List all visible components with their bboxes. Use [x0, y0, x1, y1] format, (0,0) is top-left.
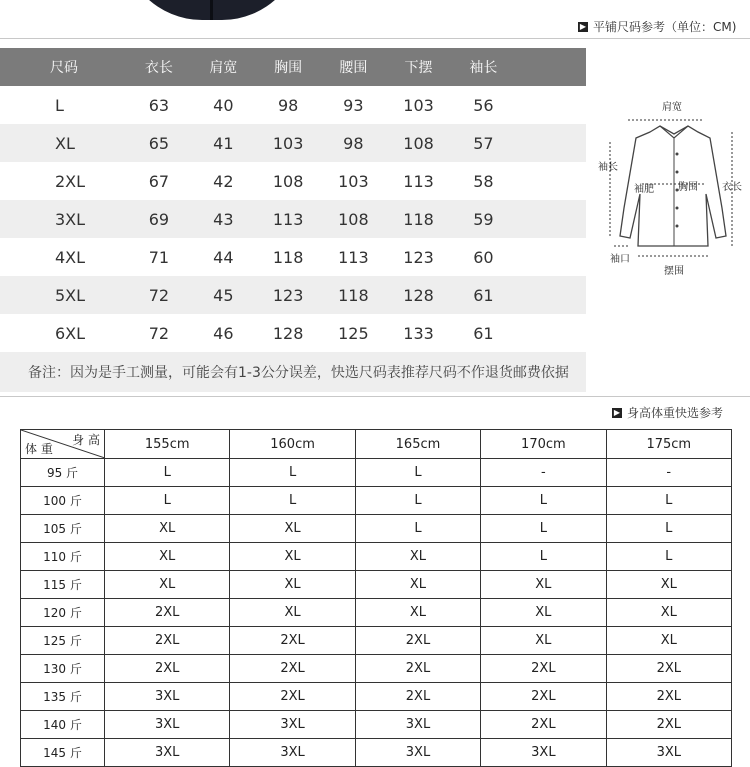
size-label-cell: XL	[0, 124, 127, 162]
recommended-size-cell: 2XL	[481, 655, 606, 683]
header-cell: 腰围	[321, 48, 386, 86]
size-row	[0, 314, 586, 352]
recommended-size-cell: 2XL	[606, 711, 731, 739]
weight-cell: 110 斤	[21, 543, 105, 571]
weight-row	[21, 599, 732, 627]
recommended-size-cell: XL	[355, 571, 480, 599]
recommended-size-cell: 3XL	[355, 711, 480, 739]
weight-cell: 95 斤	[21, 459, 105, 487]
recommended-size-cell: L	[230, 459, 355, 487]
height-header: 175cm	[606, 430, 731, 459]
recommended-size-cell: XL	[105, 515, 230, 543]
recommended-size-cell: 3XL	[105, 739, 230, 767]
measurement-cell: 46	[191, 314, 255, 352]
measurement-cell: 58	[451, 162, 515, 200]
measurement-cell: 113	[386, 162, 451, 200]
size-label-cell: 5XL	[0, 276, 127, 314]
size-row	[0, 162, 586, 200]
measurement-cell: 108	[386, 124, 451, 162]
recommended-size-cell: XL	[355, 599, 480, 627]
arrow-marker-icon: ▶	[613, 407, 621, 417]
label-length: 衣长	[722, 182, 742, 193]
measurement-cell: 67	[127, 162, 191, 200]
recommended-size-cell: XL	[230, 543, 355, 571]
weight-cell: 120 斤	[21, 599, 105, 627]
weight-cell: 140 斤	[21, 711, 105, 739]
hw-section-title: ▶ 身高体重快选参考	[613, 406, 724, 420]
divider	[0, 38, 750, 39]
measurement-cell: 128	[386, 276, 451, 314]
label-sleeve-width: 袖肥	[634, 184, 654, 195]
measurement-cell: 113	[256, 200, 321, 238]
weight-cell: 105 斤	[21, 515, 105, 543]
hw-table-header	[21, 430, 732, 459]
recommended-size-cell: XL	[105, 543, 230, 571]
recommended-size-cell: XL	[105, 571, 230, 599]
weight-row	[21, 571, 732, 599]
arrow-marker-icon: ▶	[579, 21, 587, 31]
weight-row	[21, 459, 732, 487]
recommended-size-cell: XL	[481, 627, 606, 655]
measurement-cell: 108	[256, 162, 321, 200]
recommended-size-cell: 2XL	[105, 599, 230, 627]
recommended-size-cell: 2XL	[355, 627, 480, 655]
measurement-cell: 44	[191, 238, 255, 276]
recommended-size-cell: 3XL	[481, 739, 606, 767]
measurement-cell: 98	[321, 124, 386, 162]
measurement-cell: 43	[191, 200, 255, 238]
measurement-cell: 56	[451, 86, 515, 124]
header-cell: 胸围	[256, 48, 321, 86]
measurement-cell: 118	[321, 276, 386, 314]
recommended-size-cell: 3XL	[355, 739, 480, 767]
weight-row	[21, 627, 732, 655]
measurement-cell: 103	[386, 86, 451, 124]
label-shoulder: 肩宽	[662, 102, 682, 113]
weight-row	[21, 487, 732, 515]
measurement-note: 备注：因为是手工测量，可能会有1-3公分误差，快选尺码表推荐尺码不作退货邮费依据	[0, 352, 586, 392]
recommended-size-cell: 2XL	[230, 683, 355, 711]
label-sleeve-length: 袖长	[598, 162, 618, 173]
measurement-cell: 60	[451, 238, 515, 276]
measurement-cell: 65	[127, 124, 191, 162]
weight-row	[21, 683, 732, 711]
weight-row	[21, 655, 732, 683]
recommended-size-cell: XL	[606, 571, 731, 599]
recommended-size-cell: L	[606, 515, 731, 543]
measurement-cell: 59	[451, 200, 515, 238]
measurement-cell: 125	[321, 314, 386, 352]
recommended-size-cell: 3XL	[230, 739, 355, 767]
recommended-size-cell: L	[105, 459, 230, 487]
measurement-cell: 40	[191, 86, 255, 124]
height-header: 155cm	[105, 430, 230, 459]
recommended-size-cell: XL	[230, 515, 355, 543]
recommended-size-cell: L	[481, 515, 606, 543]
weight-cell: 115 斤	[21, 571, 105, 599]
header-cell: 衣长	[127, 48, 191, 86]
recommended-size-cell: 2XL	[481, 711, 606, 739]
measurement-cell: 61	[451, 276, 515, 314]
size-label-cell: 2XL	[0, 162, 127, 200]
recommended-size-cell: 3XL	[230, 711, 355, 739]
weight-cell: 135 斤	[21, 683, 105, 711]
measurement-cell: 69	[127, 200, 191, 238]
height-header: 165cm	[355, 430, 480, 459]
header-cell: 下摆	[386, 48, 451, 86]
measurement-cell: 93	[321, 86, 386, 124]
weight-row	[21, 543, 732, 571]
measurement-cell: 57	[451, 124, 515, 162]
height-header: 160cm	[230, 430, 355, 459]
height-header: 170cm	[481, 430, 606, 459]
size-label-cell: L	[0, 86, 127, 124]
weight-row	[21, 711, 732, 739]
corner-weight-label: 体 重	[25, 442, 53, 456]
garment-measurement-diagram	[598, 96, 750, 282]
recommended-size-cell: XL	[481, 571, 606, 599]
recommended-size-cell: XL	[606, 627, 731, 655]
measurement-cell: 72	[127, 276, 191, 314]
recommended-size-cell: L	[105, 487, 230, 515]
size-label-cell: 3XL	[0, 200, 127, 238]
recommended-size-cell: 2XL	[230, 655, 355, 683]
recommended-size-cell: L	[481, 487, 606, 515]
weight-row	[21, 739, 732, 767]
recommended-size-cell: 2XL	[230, 627, 355, 655]
recommended-size-cell: -	[481, 459, 606, 487]
weight-cell: 130 斤	[21, 655, 105, 683]
height-weight-table	[20, 429, 732, 767]
recommended-size-cell: 2XL	[606, 655, 731, 683]
size-table-header	[0, 48, 586, 86]
recommended-size-cell: XL	[606, 599, 731, 627]
size-row	[0, 124, 586, 162]
recommended-size-cell: -	[606, 459, 731, 487]
measurement-cell: 113	[321, 238, 386, 276]
header-cell: 尺码	[0, 48, 127, 86]
recommended-size-cell: L	[355, 487, 480, 515]
recommended-size-cell: 2XL	[105, 627, 230, 655]
recommended-size-cell: XL	[230, 599, 355, 627]
recommended-size-cell: 3XL	[105, 683, 230, 711]
divider	[0, 396, 750, 397]
weight-cell: 125 斤	[21, 627, 105, 655]
recommended-size-cell: 2XL	[105, 655, 230, 683]
recommended-size-cell: L	[230, 487, 355, 515]
label-cuff: 袖口	[610, 254, 630, 265]
size-section-title: ▶ 平铺尺码参考（单位：CM)	[579, 20, 737, 34]
recommended-size-cell: 2XL	[355, 655, 480, 683]
recommended-size-cell: L	[355, 515, 480, 543]
weight-row	[21, 515, 732, 543]
measurement-cell: 71	[127, 238, 191, 276]
measurement-cell: 108	[321, 200, 386, 238]
corner-cell	[21, 430, 105, 459]
measurement-cell: 103	[256, 124, 321, 162]
size-table	[0, 48, 586, 392]
recommended-size-cell: L	[355, 459, 480, 487]
recommended-size-cell: 3XL	[606, 739, 731, 767]
measurement-cell: 72	[127, 314, 191, 352]
corner-height-label: 身 高	[72, 433, 100, 447]
recommended-size-cell: 2XL	[606, 683, 731, 711]
measurement-cell: 133	[386, 314, 451, 352]
recommended-size-cell: L	[606, 543, 731, 571]
label-chest: 胸围	[678, 182, 698, 193]
weight-cell: 145 斤	[21, 739, 105, 767]
measurement-cell: 118	[256, 238, 321, 276]
weight-cell: 100 斤	[21, 487, 105, 515]
measurement-cell: 41	[191, 124, 255, 162]
size-row	[0, 200, 586, 238]
measurement-cell: 42	[191, 162, 255, 200]
size-label-cell: 4XL	[0, 238, 127, 276]
size-label-cell: 6XL	[0, 314, 127, 352]
note-row	[0, 352, 586, 392]
recommended-size-cell: L	[481, 543, 606, 571]
header-cell: 袖长	[451, 48, 515, 86]
measurement-cell: 63	[127, 86, 191, 124]
measurement-cell: 128	[256, 314, 321, 352]
garment-image-crop	[122, 0, 302, 20]
recommended-size-cell: XL	[481, 599, 606, 627]
recommended-size-cell: 2XL	[355, 683, 480, 711]
measurement-cell: 45	[191, 276, 255, 314]
measurement-cell: 61	[451, 314, 515, 352]
size-row	[0, 86, 586, 124]
header-cell: 肩宽	[191, 48, 255, 86]
measurement-cell: 103	[321, 162, 386, 200]
measurement-cell: 123	[256, 276, 321, 314]
recommended-size-cell: 3XL	[105, 711, 230, 739]
size-row	[0, 276, 586, 314]
measurement-cell: 118	[386, 200, 451, 238]
recommended-size-cell: XL	[355, 543, 480, 571]
measurement-cell: 98	[256, 86, 321, 124]
measurement-cell: 123	[386, 238, 451, 276]
size-row	[0, 238, 586, 276]
label-hem: 摆围	[664, 266, 684, 277]
recommended-size-cell: XL	[230, 571, 355, 599]
recommended-size-cell: 2XL	[481, 683, 606, 711]
recommended-size-cell: L	[606, 487, 731, 515]
